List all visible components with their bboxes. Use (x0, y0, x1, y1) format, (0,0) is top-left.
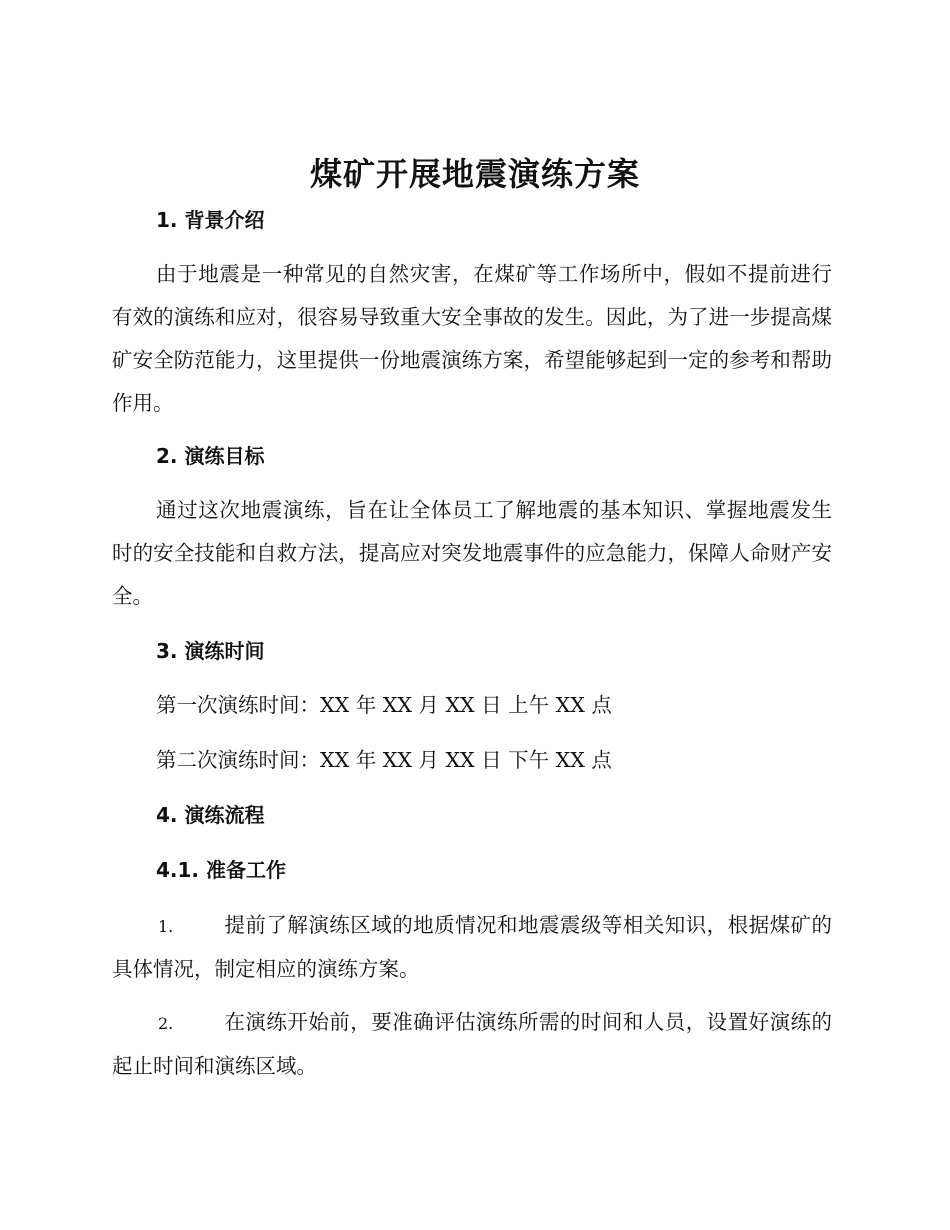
list-item (112, 1001, 832, 1088)
list-item-number: 1. (158, 917, 174, 936)
section-heading-time: 3. 演练时间 (156, 639, 265, 663)
background-paragraph: 由于地震是一种常见的自然灾害，在煤矿等工作场所中，假如不提前进行有效的演练和应对，很容易导致重大安全事故的发生。因此，为了进一步提高煤矿安全防范能力，这里提供一份地震演练方案，希望能够起到一定的参考和帮助作用。 (112, 262, 832, 415)
section-heading-process: 4. 演练流程 (156, 803, 265, 827)
document-title: 煤矿开展地震演练方案 (309, 155, 640, 193)
second-drill-time: 第二次演练时间：XX 年 XX 月 XX 日 下午 XX 点 (156, 748, 612, 772)
list-item (112, 904, 832, 991)
list-item-number: 2. (158, 1014, 174, 1033)
subsection-heading-preparation: 4.1. 准备工作 (156, 858, 286, 882)
list-item-text: 提前了解演练区域的地质情况和地震震级等相关知识，根据煤矿的具体情况，制定相应的演练方案。 (112, 913, 832, 981)
first-drill-time: 第一次演练时间：XX 年 XX 月 XX 日 上午 XX 点 (156, 693, 612, 717)
section-heading-background: 1. 背景介绍 (156, 208, 265, 232)
list-item-text: 在演练开始前，要准确评估演练所需的时间和人员，设置好演练的起止时间和演练区域。 (112, 1010, 832, 1078)
section-heading-goal: 2. 演练目标 (156, 444, 265, 468)
goal-paragraph: 通过这次地震演练，旨在让全体员工了解地震的基本知识、掌握地震发生时的安全技能和自救方法，提高应对突发地震事件的应急能力，保障人命财产安全。 (112, 498, 832, 608)
